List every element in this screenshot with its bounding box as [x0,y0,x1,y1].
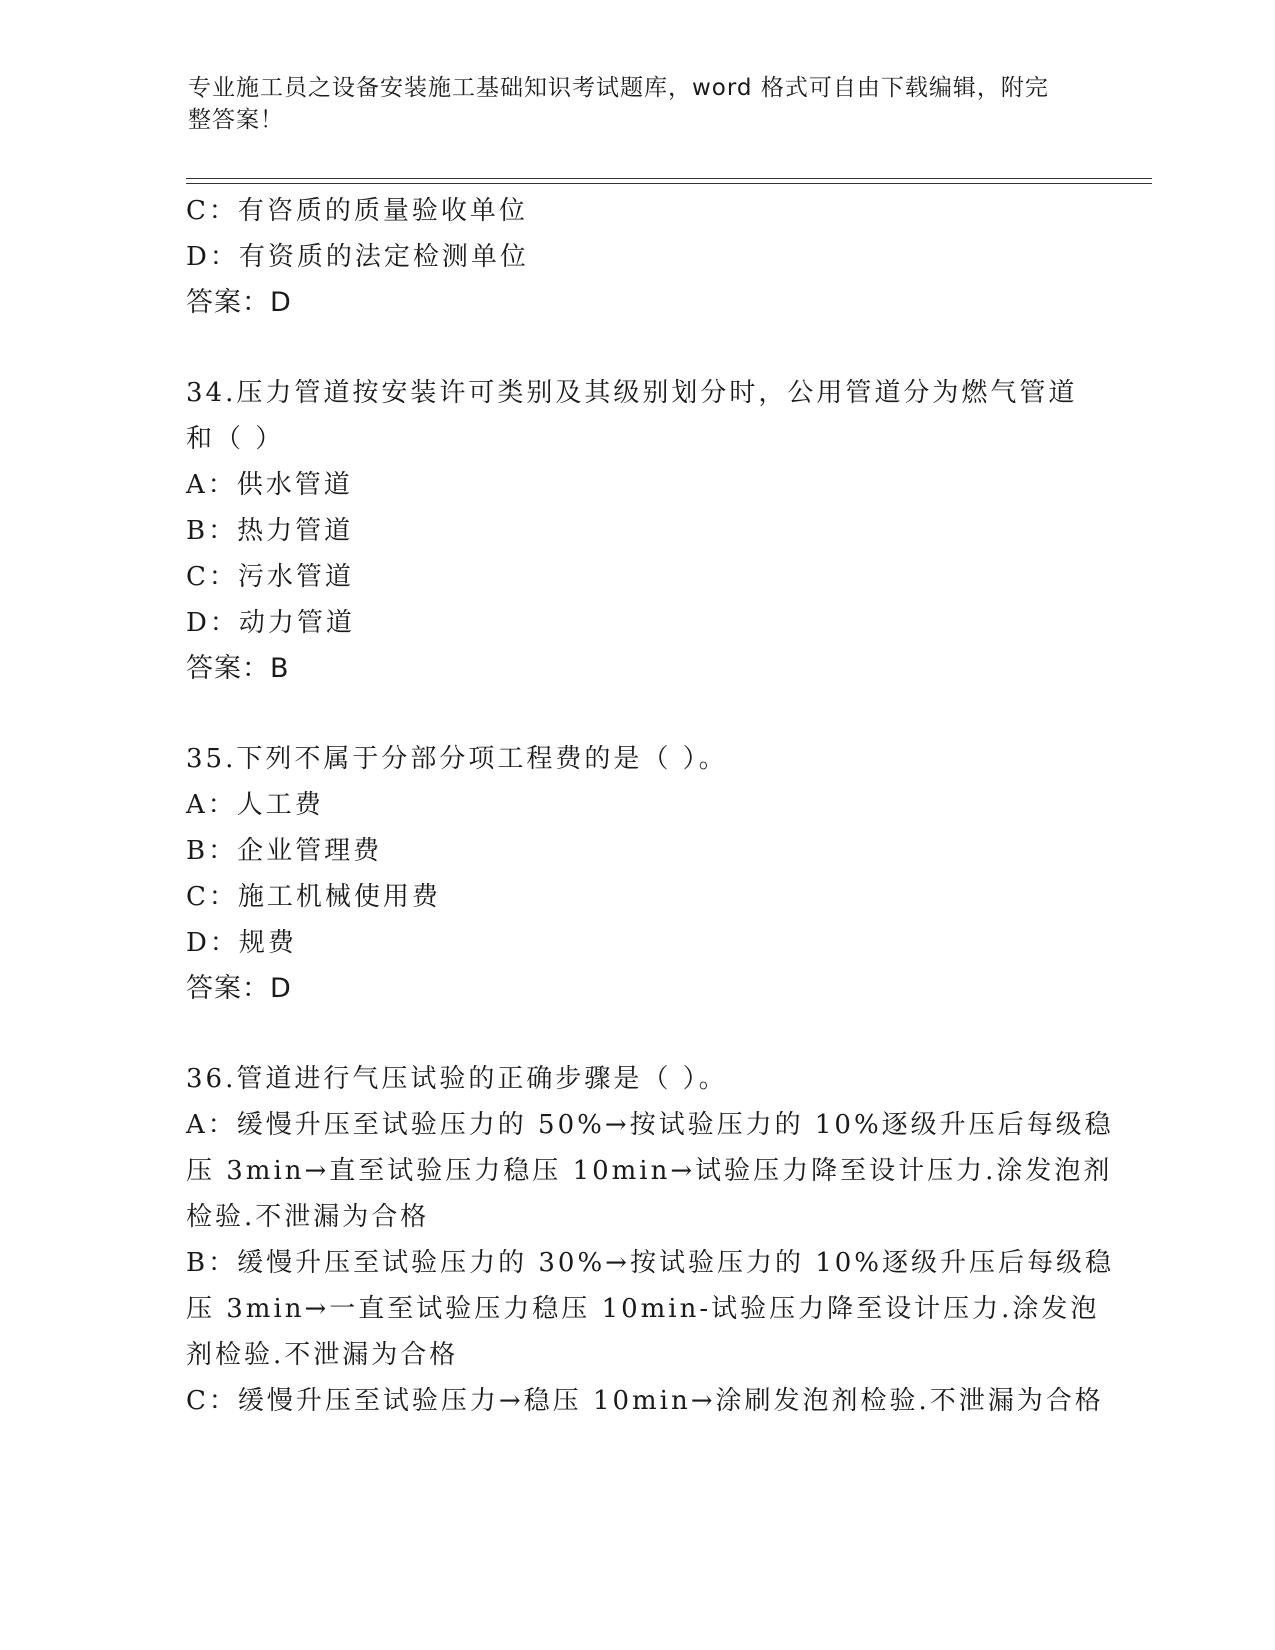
option-a-continued: 压 3min→直至试验压力稳压 10min→试验压力降至设计压力.涂发泡剂 [186,1156,1113,1186]
answer-line: 答案：D [186,973,292,1004]
question-35 [186,736,1086,1012]
option-c: C：施工机械使用费 [186,882,441,912]
option-b: B：缓慢升压至试验压力的 30%→按试验压力的 10%逐级升压后每级稳 [186,1248,1114,1278]
option-b-continued: 压 3min→一直至试验压力稳压 10min-试验压力降至设计压力.涂发泡 [186,1294,1100,1324]
option-b-continued: 剂检验.不泄漏为合格 [186,1340,459,1370]
question-stem: 36.管道进行气压试验的正确步骤是（ ）。 [186,1064,728,1094]
option-d: D：有资质的法定检测单位 [186,242,529,272]
question-36 [186,1056,1114,1424]
option-d: D：规费 [186,928,297,958]
question-34 [186,370,1086,692]
header-line-1: 专业施工员之设备安装施工基础知识考试题库，word 格式可自由下载编辑，附完 [188,75,1049,101]
spacer [186,692,1086,736]
option-a-continued: 检验.不泄漏为合格 [186,1202,430,1232]
question-stem-continued: 和（ ） [186,424,285,454]
header-divider-top [186,178,1152,179]
question-33-tail [186,188,1086,326]
question-stem: 35.下列不属于分部分项工程费的是（ ）。 [186,744,728,774]
option-b: B：企业管理费 [186,836,383,866]
header-divider-bottom [186,183,1152,184]
option-a: A：人工费 [186,790,324,820]
document-header [188,72,1068,136]
spacer [186,326,1086,370]
option-a: A：供水管道 [186,470,353,500]
answer-line: 答案：B [186,653,290,684]
header-line-2: 整答案！ [188,107,284,133]
spacer [186,1012,1086,1056]
option-b: B：热力管道 [186,516,354,546]
option-c: C：有咨质的质量验收单位 [186,196,528,226]
option-a: A：缓慢升压至试验压力的 50%→按试验压力的 10%逐级升压后每级稳 [186,1110,1114,1140]
answer-line: 答案：D [186,287,292,318]
question-stem: 34.压力管道按安装许可类别及其级别划分时，公用管道分为燃气管道 [186,378,1078,408]
option-c: C：污水管道 [186,562,354,592]
question-content [186,188,1114,1424]
option-d: D：动力管道 [186,608,355,638]
option-c: C：缓慢升压至试验压力→稳压 10min→涂刷发泡剂检验.不泄漏为合格 [186,1386,1104,1416]
